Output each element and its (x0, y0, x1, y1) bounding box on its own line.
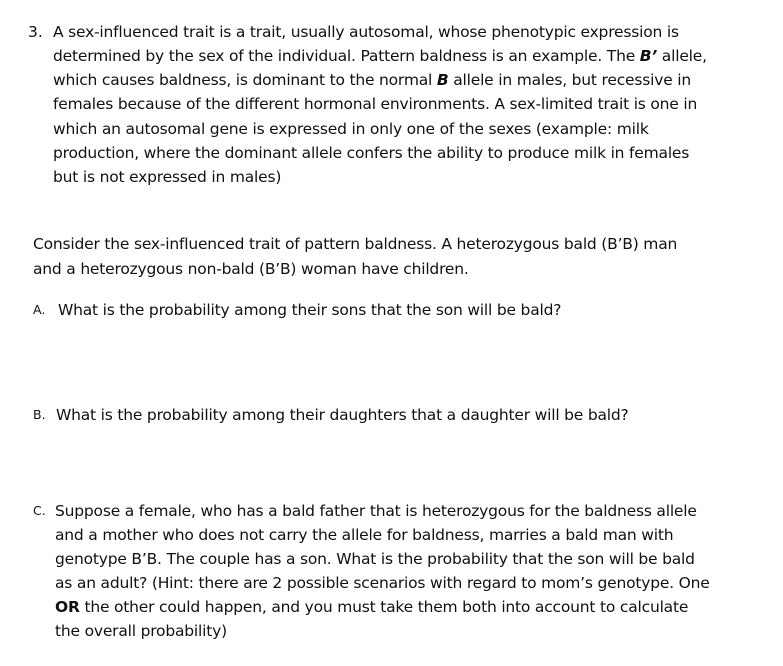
question-a-label: A. (33, 302, 46, 317)
question-b-label: B. (33, 407, 46, 422)
q3-line-7: but is not expressed in males) (53, 168, 282, 186)
q3-line-3: which causes baldness, is dominant to the normal B allele in males, but recessive in (53, 71, 691, 89)
question-c-line-5: OR the other could happen, and you must take them both into account to calculate (55, 598, 689, 616)
b-prime-allele: B’ (639, 47, 658, 65)
consider-line-1: Consider the sex-influenced trait of pattern baldness. A heterozygous bald (B’B) man (33, 235, 678, 253)
question-c-label: C. (33, 503, 46, 518)
question-a-text: What is the probability among their sons that the son will be bald? (58, 301, 562, 319)
question-number: 3. (28, 23, 43, 41)
q3-line-6: production, where the dominant allele confers the ability to produce milk in females (53, 144, 690, 162)
question-c-line-2: and a mother who does not carry the allele for baldness, marries a bald man with (55, 526, 674, 544)
question-c-line-4: as an adult? (Hint: there are 2 possible scenarios with regard to mom’s genotype. One (55, 574, 710, 592)
question-c-line-6: the overall probability) (55, 622, 227, 640)
question-b-text: What is the probability among their daughters that a daughter will be bald? (56, 406, 629, 424)
q3-line-5: which an autosomal gene is expressed in only one of the sexes (example: milk (53, 120, 649, 138)
consider-line-2: and a heterozygous non-bald (B’B) woman have children. (33, 260, 469, 278)
b-allele: B (436, 71, 449, 89)
question-c-line-1: Suppose a female, who has a bald father that is heterozygous for the baldness allele (55, 502, 697, 520)
question-c-line-3: genotype B’B. The couple has a son. What is the probability that the son will be bald (55, 550, 695, 568)
or-emphasis: OR (55, 598, 80, 616)
q3-line-4: females because of the different hormonal environments. A sex-limited trait is one in (53, 95, 698, 113)
q3-line-1: A sex-influenced trait is a trait, usually autosomal, whose phenotypic expression is (53, 23, 679, 41)
q3-line-2: determined by the sex of the individual. Pattern baldness is an example. The B’ allele, (53, 47, 707, 65)
